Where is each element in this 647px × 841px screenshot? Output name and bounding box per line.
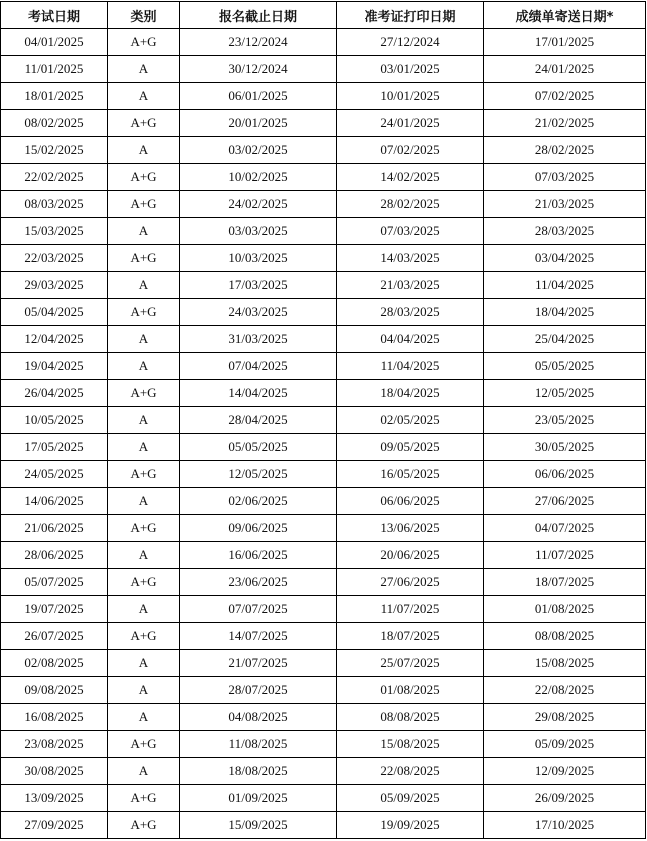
category-cell: A [108, 542, 180, 569]
exam-date-cell: 10/05/2025 [1, 407, 108, 434]
ticket-print-date-cell: 27/06/2025 [337, 569, 484, 596]
exam-date-cell: 19/07/2025 [1, 596, 108, 623]
registration-deadline-cell: 23/06/2025 [180, 569, 337, 596]
score-report-date-cell: 05/09/2025 [484, 731, 646, 758]
registration-deadline-cell: 14/04/2025 [180, 380, 337, 407]
ticket-print-date-cell: 11/07/2025 [337, 596, 484, 623]
ticket-print-date-cell: 10/01/2025 [337, 83, 484, 110]
category-cell: A [108, 326, 180, 353]
category-cell: A+G [108, 461, 180, 488]
ticket-print-date-cell: 01/08/2025 [337, 677, 484, 704]
table-row [1, 731, 646, 758]
header-category: 类别 [108, 2, 180, 29]
category-cell: A [108, 677, 180, 704]
registration-deadline-cell: 07/04/2025 [180, 353, 337, 380]
category-cell: A [108, 407, 180, 434]
score-report-date-cell: 07/03/2025 [484, 164, 646, 191]
registration-deadline-cell: 28/07/2025 [180, 677, 337, 704]
registration-deadline-cell: 21/07/2025 [180, 650, 337, 677]
ticket-print-date-cell: 04/04/2025 [337, 326, 484, 353]
table-row [1, 110, 646, 137]
registration-deadline-cell: 20/01/2025 [180, 110, 337, 137]
registration-deadline-cell: 11/08/2025 [180, 731, 337, 758]
table-row [1, 191, 646, 218]
category-cell: A [108, 704, 180, 731]
table-row [1, 245, 646, 272]
registration-deadline-cell: 10/02/2025 [180, 164, 337, 191]
table-row [1, 218, 646, 245]
score-report-date-cell: 27/06/2025 [484, 488, 646, 515]
category-cell: A+G [108, 569, 180, 596]
table-row [1, 353, 646, 380]
header-exam-date: 考试日期 [1, 2, 108, 29]
exam-date-cell: 28/06/2025 [1, 542, 108, 569]
registration-deadline-cell: 01/09/2025 [180, 785, 337, 812]
category-cell: A+G [108, 785, 180, 812]
category-cell: A+G [108, 191, 180, 218]
category-cell: A+G [108, 110, 180, 137]
category-cell: A [108, 650, 180, 677]
registration-deadline-cell: 02/06/2025 [180, 488, 337, 515]
category-cell: A+G [108, 515, 180, 542]
registration-deadline-cell: 09/06/2025 [180, 515, 337, 542]
table-row [1, 434, 646, 461]
registration-deadline-cell: 18/08/2025 [180, 758, 337, 785]
score-report-date-cell: 22/08/2025 [484, 677, 646, 704]
category-cell: A [108, 434, 180, 461]
score-report-date-cell: 30/05/2025 [484, 434, 646, 461]
exam-date-cell: 15/02/2025 [1, 137, 108, 164]
table-row [1, 137, 646, 164]
registration-deadline-cell: 17/03/2025 [180, 272, 337, 299]
ticket-print-date-cell: 19/09/2025 [337, 812, 484, 839]
header-admission-ticket-print-date: 准考证打印日期 [337, 2, 484, 29]
exam-date-cell: 05/04/2025 [1, 299, 108, 326]
score-report-date-cell: 04/07/2025 [484, 515, 646, 542]
table-row [1, 758, 646, 785]
exam-date-cell: 04/01/2025 [1, 29, 108, 56]
ticket-print-date-cell: 05/09/2025 [337, 785, 484, 812]
exam-date-cell: 02/08/2025 [1, 650, 108, 677]
score-report-date-cell: 21/03/2025 [484, 191, 646, 218]
score-report-date-cell: 28/02/2025 [484, 137, 646, 164]
exam-date-cell: 18/01/2025 [1, 83, 108, 110]
exam-date-cell: 09/08/2025 [1, 677, 108, 704]
exam-date-cell: 23/08/2025 [1, 731, 108, 758]
category-cell: A [108, 596, 180, 623]
score-report-date-cell: 11/04/2025 [484, 272, 646, 299]
ticket-print-date-cell: 03/01/2025 [337, 56, 484, 83]
registration-deadline-cell: 24/02/2025 [180, 191, 337, 218]
ticket-print-date-cell: 08/08/2025 [337, 704, 484, 731]
score-report-date-cell: 01/08/2025 [484, 596, 646, 623]
category-cell: A+G [108, 623, 180, 650]
header-score-report-mailing-date: 成绩单寄送日期* [484, 2, 646, 29]
table-row [1, 677, 646, 704]
exam-date-cell: 24/05/2025 [1, 461, 108, 488]
registration-deadline-cell: 03/03/2025 [180, 218, 337, 245]
score-report-date-cell: 03/04/2025 [484, 245, 646, 272]
table-row [1, 623, 646, 650]
ticket-print-date-cell: 21/03/2025 [337, 272, 484, 299]
registration-deadline-cell: 07/07/2025 [180, 596, 337, 623]
category-cell: A+G [108, 299, 180, 326]
ticket-print-date-cell: 11/04/2025 [337, 353, 484, 380]
score-report-date-cell: 12/05/2025 [484, 380, 646, 407]
registration-deadline-cell: 30/12/2024 [180, 56, 337, 83]
ticket-print-date-cell: 06/06/2025 [337, 488, 484, 515]
registration-deadline-cell: 05/05/2025 [180, 434, 337, 461]
ticket-print-date-cell: 09/05/2025 [337, 434, 484, 461]
category-cell: A [108, 488, 180, 515]
ticket-print-date-cell: 16/05/2025 [337, 461, 484, 488]
table-row [1, 56, 646, 83]
exam-date-cell: 11/01/2025 [1, 56, 108, 83]
table-row [1, 272, 646, 299]
exam-date-cell: 22/03/2025 [1, 245, 108, 272]
exam-schedule-table [0, 1, 646, 839]
table-row [1, 29, 646, 56]
category-cell: A [108, 272, 180, 299]
category-cell: A [108, 758, 180, 785]
ticket-print-date-cell: 28/03/2025 [337, 299, 484, 326]
exam-date-cell: 29/03/2025 [1, 272, 108, 299]
table-body [1, 29, 646, 839]
table-row [1, 704, 646, 731]
ticket-print-date-cell: 13/06/2025 [337, 515, 484, 542]
registration-deadline-cell: 04/08/2025 [180, 704, 337, 731]
table-row [1, 542, 646, 569]
ticket-print-date-cell: 18/07/2025 [337, 623, 484, 650]
score-report-date-cell: 18/04/2025 [484, 299, 646, 326]
exam-date-cell: 12/04/2025 [1, 326, 108, 353]
exam-date-cell: 08/03/2025 [1, 191, 108, 218]
category-cell: A+G [108, 380, 180, 407]
exam-date-cell: 05/07/2025 [1, 569, 108, 596]
registration-deadline-cell: 12/05/2025 [180, 461, 337, 488]
category-cell: A+G [108, 731, 180, 758]
exam-date-cell: 08/02/2025 [1, 110, 108, 137]
exam-date-cell: 21/06/2025 [1, 515, 108, 542]
table-row [1, 326, 646, 353]
exam-date-cell: 27/09/2025 [1, 812, 108, 839]
exam-date-cell: 22/02/2025 [1, 164, 108, 191]
category-cell: A [108, 137, 180, 164]
exam-date-cell: 26/04/2025 [1, 380, 108, 407]
header-row [1, 2, 646, 29]
category-cell: A [108, 56, 180, 83]
score-report-date-cell: 05/05/2025 [484, 353, 646, 380]
exam-date-cell: 13/09/2025 [1, 785, 108, 812]
category-cell: A+G [108, 812, 180, 839]
registration-deadline-cell: 23/12/2024 [180, 29, 337, 56]
registration-deadline-cell: 24/03/2025 [180, 299, 337, 326]
table-row [1, 785, 646, 812]
ticket-print-date-cell: 28/02/2025 [337, 191, 484, 218]
category-cell: A+G [108, 245, 180, 272]
score-report-date-cell: 15/08/2025 [484, 650, 646, 677]
category-cell: A+G [108, 29, 180, 56]
exam-date-cell: 19/04/2025 [1, 353, 108, 380]
ticket-print-date-cell: 15/08/2025 [337, 731, 484, 758]
score-report-date-cell: 21/02/2025 [484, 110, 646, 137]
score-report-date-cell: 11/07/2025 [484, 542, 646, 569]
registration-deadline-cell: 10/03/2025 [180, 245, 337, 272]
ticket-print-date-cell: 20/06/2025 [337, 542, 484, 569]
registration-deadline-cell: 15/09/2025 [180, 812, 337, 839]
category-cell: A [108, 83, 180, 110]
table-row [1, 812, 646, 839]
table-row [1, 488, 646, 515]
registration-deadline-cell: 16/06/2025 [180, 542, 337, 569]
table-row [1, 569, 646, 596]
table-row [1, 164, 646, 191]
ticket-print-date-cell: 14/03/2025 [337, 245, 484, 272]
score-report-date-cell: 26/09/2025 [484, 785, 646, 812]
table-row [1, 515, 646, 542]
score-report-date-cell: 07/02/2025 [484, 83, 646, 110]
table-row [1, 299, 646, 326]
exam-date-cell: 26/07/2025 [1, 623, 108, 650]
ticket-print-date-cell: 22/08/2025 [337, 758, 484, 785]
exam-date-cell: 14/06/2025 [1, 488, 108, 515]
score-report-date-cell: 24/01/2025 [484, 56, 646, 83]
ticket-print-date-cell: 25/07/2025 [337, 650, 484, 677]
table-row [1, 596, 646, 623]
category-cell: A [108, 353, 180, 380]
category-cell: A [108, 218, 180, 245]
table-row [1, 407, 646, 434]
ticket-print-date-cell: 14/02/2025 [337, 164, 484, 191]
registration-deadline-cell: 31/03/2025 [180, 326, 337, 353]
registration-deadline-cell: 03/02/2025 [180, 137, 337, 164]
exam-date-cell: 15/03/2025 [1, 218, 108, 245]
registration-deadline-cell: 14/07/2025 [180, 623, 337, 650]
ticket-print-date-cell: 07/02/2025 [337, 137, 484, 164]
ticket-print-date-cell: 27/12/2024 [337, 29, 484, 56]
table-row [1, 83, 646, 110]
score-report-date-cell: 25/04/2025 [484, 326, 646, 353]
score-report-date-cell: 28/03/2025 [484, 218, 646, 245]
ticket-print-date-cell: 24/01/2025 [337, 110, 484, 137]
exam-date-cell: 16/08/2025 [1, 704, 108, 731]
table-header [1, 2, 646, 29]
header-registration-deadline: 报名截止日期 [180, 2, 337, 29]
table-row [1, 461, 646, 488]
category-cell: A+G [108, 164, 180, 191]
score-report-date-cell: 18/07/2025 [484, 569, 646, 596]
ticket-print-date-cell: 18/04/2025 [337, 380, 484, 407]
ticket-print-date-cell: 02/05/2025 [337, 407, 484, 434]
table-row [1, 650, 646, 677]
registration-deadline-cell: 28/04/2025 [180, 407, 337, 434]
score-report-date-cell: 08/08/2025 [484, 623, 646, 650]
score-report-date-cell: 29/08/2025 [484, 704, 646, 731]
exam-date-cell: 30/08/2025 [1, 758, 108, 785]
table-row [1, 380, 646, 407]
score-report-date-cell: 17/01/2025 [484, 29, 646, 56]
score-report-date-cell: 06/06/2025 [484, 461, 646, 488]
ticket-print-date-cell: 07/03/2025 [337, 218, 484, 245]
score-report-date-cell: 23/05/2025 [484, 407, 646, 434]
exam-date-cell: 17/05/2025 [1, 434, 108, 461]
score-report-date-cell: 12/09/2025 [484, 758, 646, 785]
registration-deadline-cell: 06/01/2025 [180, 83, 337, 110]
score-report-date-cell: 17/10/2025 [484, 812, 646, 839]
